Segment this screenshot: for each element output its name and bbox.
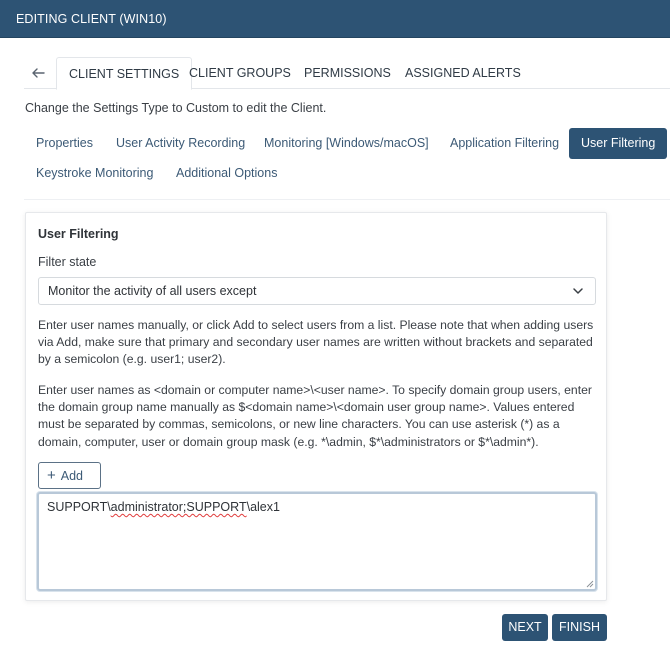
resize-grip-icon[interactable] [586, 580, 594, 588]
tab-client-groups[interactable]: CLIENT GROUPS [189, 66, 291, 80]
plus-icon: + [47, 467, 56, 484]
tab-permissions[interactable]: PERMISSIONS [304, 66, 391, 80]
help-text-format: Enter user names as <domain or computer name>\<user name>. To specify domain group users, enter the domain group name manually as $<domain name>\<domain user group name>. Values entered must be separated by commas, semicolons, or new line characters. You can use asterisk (*) as a domain, computer, user or domain group mask (e.g. *\admin, $*\administrators or $*\admin*). [38, 383, 592, 449]
top-tab-bar [24, 57, 670, 89]
filter-state-select[interactable] [38, 277, 596, 305]
finish-button[interactable]: FINISH [552, 614, 607, 641]
card-title: User Filtering [38, 227, 119, 241]
users-value-part3: \alex1 [246, 500, 280, 514]
subtab-user-activity-recording[interactable]: User Activity Recording [116, 136, 246, 150]
add-button-label: Add [60, 469, 84, 483]
page-title: EDITING CLIENT (WIN10) [16, 12, 167, 26]
subtab-monitoring[interactable]: Monitoring [Windows/macOS] [264, 136, 429, 150]
add-users-button[interactable] [38, 462, 101, 489]
users-textarea[interactable] [37, 492, 597, 591]
app-header [0, 0, 670, 38]
subtab-keystroke-monitoring[interactable]: Keystroke Monitoring [36, 166, 154, 180]
arrow-left-icon [30, 65, 46, 81]
tab-client-settings[interactable]: CLIENT SETTINGS [56, 57, 192, 90]
subtab-user-filtering[interactable]: User Filtering [569, 128, 667, 159]
settings-notice: Change the Settings Type to Custom to edit the Client. [25, 101, 327, 115]
subtab-properties[interactable]: Properties [36, 136, 93, 150]
subtab-application-filtering[interactable]: Application Filtering [450, 136, 560, 150]
users-value-part2: administrator;SUPPORT [110, 500, 247, 514]
subtab-additional-options[interactable]: Additional Options [176, 166, 278, 180]
help-text-add-users: Enter user names manually, or click Add to select users from a list. Please note that when adding users via Add, make sure that primary and secondary user names are written without brackets and separated by a semicolon (e.g. user1; user2). [38, 318, 594, 367]
divider [24, 199, 670, 200]
tab-assigned-alerts[interactable]: ASSIGNED ALERTS [405, 66, 521, 80]
chevron-down-icon [571, 284, 585, 298]
user-filtering-card [25, 212, 607, 601]
users-value-part1: SUPPORT\ [47, 500, 111, 514]
back-button[interactable] [28, 63, 48, 83]
next-button[interactable]: NEXT [502, 614, 548, 641]
filter-state-label: Filter state [38, 255, 97, 269]
filter-state-value: Monitor the activity of all users except [48, 284, 257, 298]
